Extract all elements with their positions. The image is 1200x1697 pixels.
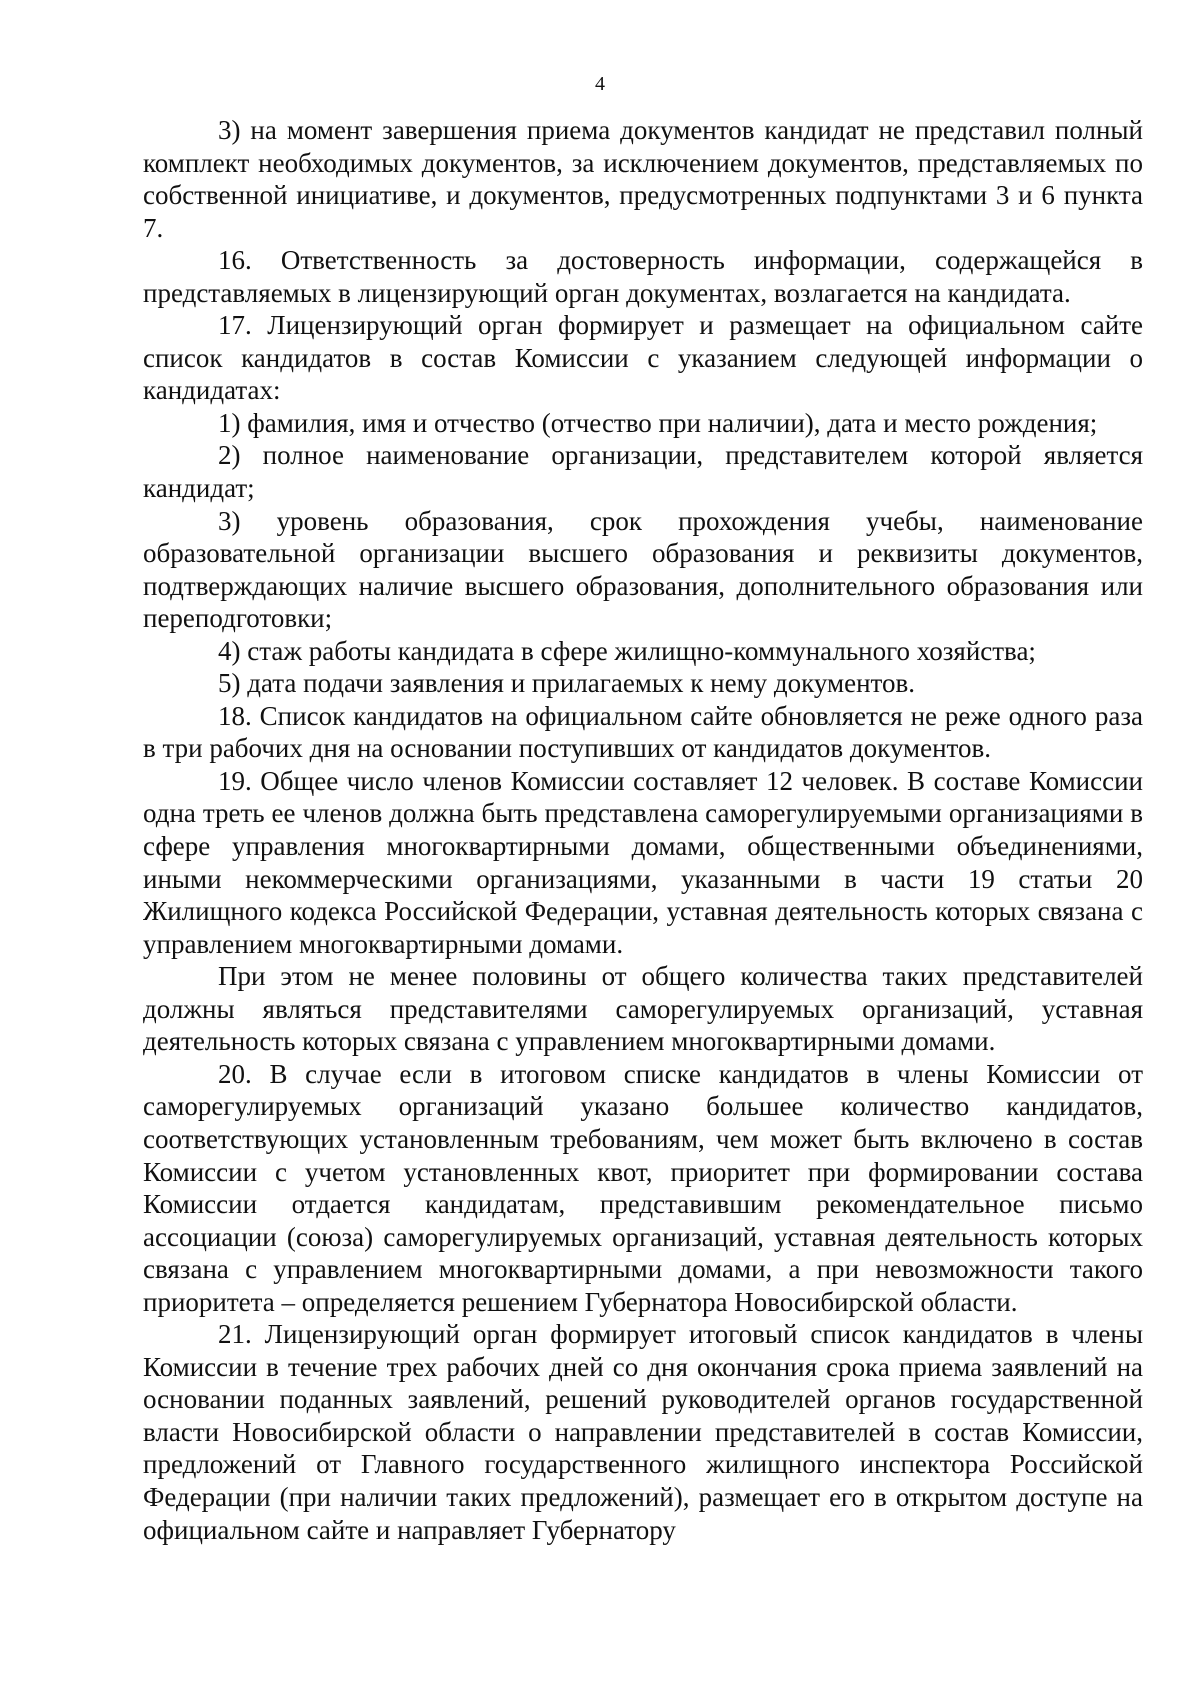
document-body	[143, 114, 1143, 1546]
paragraph-19-commission-size: 19. Общее число членов Комиссии составляет 12 человек. В составе Комиссии одна треть ее членов должна быть представлена саморегулируемыми организациями в сфере управления многоквартирными домами, общественными объединениями, иными некоммерческими организациями, указанными в части 19 статьи 20 Жилищного кодекса Российской Федерации, уставная деятельность которых связана с управлением многоквартирными домами.	[143, 765, 1143, 959]
paragraph-17-candidate-list: 17. Лицензирующий орган формирует и размещает на официальном сайте список кандидатов в состав Комиссии с указанием следующей информации о кандидатах:	[143, 310, 1143, 406]
paragraph-16-responsibility: 16. Ответственность за достоверность информации, содержащейся в представляемых в лицензирующий орган документах, возлагается на кандидата.	[143, 245, 1143, 308]
list-item-work-experience: 4) стаж работы кандидата в сфере жилищно-коммунального хозяйства;	[218, 635, 1036, 666]
page-number: 4	[595, 73, 605, 95]
list-item-organization: 2) полное наименование организации, представителем которой является кандидат;	[143, 440, 1143, 504]
paragraph-item-3-incomplete-documents: 3) на момент завершения приема документов кандидат не представил полный комплект необходимых документов, за исключением документов, представляемых по собственной инициативе, и документов, предусмотренных подпунктами 3 и 6 пункта 7.	[143, 115, 1143, 243]
list-item-full-name: 1) фамилия, имя и отчество (отчество при наличии), дата и место рождения;	[218, 407, 1098, 438]
paragraph-21-final-list: 21. Лицензирующий орган формирует итоговый список кандидатов в члены Комиссии в течение трех рабочих дней со дня окончания срока приема заявлений на основании поданных заявлений, решений руководителей органов государственной власти Новосибирской области о направлении представителей в состав Комиссии, предложений от Главного государственного жилищного инспектора Российской Федерации (при наличии таких предложений), размещает его в открытом доступе на официальном сайте и направляет Губернатору	[143, 1319, 1143, 1545]
paragraph-20-priority: 20. В случае если в итоговом списке кандидатов в члены Комиссии от саморегулируемых организаций указано большее количество кандидатов, соответствующих установленным требованиям, чем может быть включено в состав Комиссии с учетом установленных квот, приоритет при формировании состава Комиссии отдается кандидатам, представившим рекомендательное письмо ассоциации (союза) саморегулируемых организаций, уставная деятельность которых связана с управлением многоквартирными домами, а при невозможности такого приоритета – определяется решением Губернатора Новосибирской области.	[143, 1058, 1143, 1317]
list-item-education: 3) уровень образования, срок прохождения учебы, наименование образовательной организации высшего образования и реквизиты документов, подтверждающих наличие высшего образования, дополнительного образования или переподготовки;	[143, 505, 1143, 634]
paragraph-18-list-update: 18. Список кандидатов на официальном сайте обновляется не реже одного раза в три рабочих дня на основании поступивших от кандидатов документов.	[143, 700, 1143, 764]
list-item-application-date: 5) дата подачи заявления и прилагаемых к нему документов.	[218, 668, 915, 699]
paragraph-19-representatives: При этом не менее половины от общего количества таких представителей должны являться представителями саморегулируемых организаций, уставная деятельность которых связана с управлением многоквартирными домами.	[143, 961, 1143, 1057]
